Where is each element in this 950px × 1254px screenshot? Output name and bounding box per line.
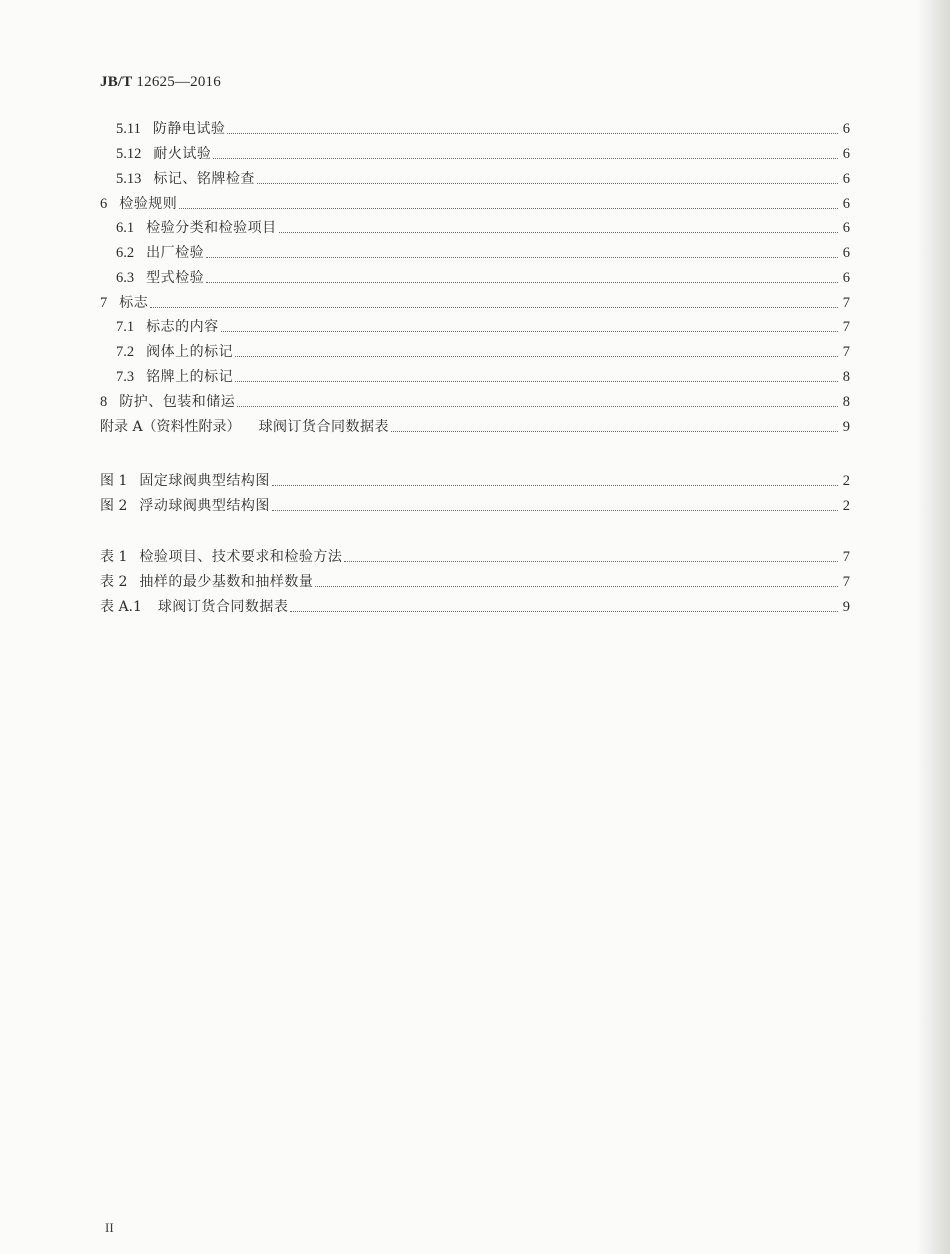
table-entry-page: 7	[842, 549, 850, 565]
toc-entry-title: 球阀订货合同数据表	[258, 419, 390, 435]
toc-dot-leader	[227, 132, 838, 134]
toc-entry-title: 检验分类和检验项目	[146, 220, 277, 236]
toc-dot-leader	[179, 207, 838, 209]
standard-code-header	[100, 74, 221, 91]
toc-entry-page: 6	[842, 220, 850, 236]
toc-entry-number: 5.12	[116, 146, 142, 162]
toc-entry-number: 附录 A（资料性附录）	[100, 419, 241, 435]
table-entry-number: 表 2	[100, 574, 128, 590]
toc-dot-leader	[237, 405, 838, 407]
toc-entry-title: 标志	[119, 295, 149, 311]
toc-entry-title: 标志的内容	[146, 319, 219, 335]
toc-entry-6-3[interactable]	[116, 263, 850, 287]
table-entry-2[interactable]	[100, 567, 850, 591]
toc-entry-title: 铭牌上的标记	[146, 369, 234, 385]
table-entry-number: 表 A.1	[100, 599, 142, 615]
page-edge-shadow	[916, 0, 950, 1254]
toc-dot-leader	[344, 560, 838, 562]
toc-dot-leader	[272, 484, 838, 486]
toc-entry-title: 标记、铭牌检查	[153, 171, 255, 187]
standard-code-prefix: JB/T	[100, 74, 133, 90]
toc-dot-leader	[315, 585, 838, 587]
table-entry-1[interactable]	[100, 542, 850, 566]
table-entry-a1[interactable]	[100, 592, 850, 616]
table-entry-title: 球阀订货合同数据表	[157, 599, 289, 615]
toc-entry-5-11[interactable]	[116, 114, 850, 138]
table-entry-title: 检验项目、技术要求和检验方法	[139, 549, 343, 565]
toc-entry-number: 6.2	[116, 245, 135, 261]
toc-entry-page: 7	[842, 319, 850, 335]
toc-entry-page: 6	[842, 121, 850, 137]
page-number: II	[105, 1220, 114, 1235]
toc-entry-page: 9	[842, 419, 850, 435]
toc-entry-page: 8	[842, 394, 850, 410]
figure-entry-number: 图 1	[100, 473, 128, 489]
toc-entry-page: 8	[842, 369, 850, 385]
toc-entry-number: 7	[100, 295, 108, 311]
toc-entry-7[interactable]	[100, 288, 850, 312]
toc-entry-number: 6.1	[116, 220, 135, 236]
figure-entry-2[interactable]	[100, 491, 850, 515]
toc-entry-number: 6	[100, 196, 108, 212]
toc-entry-number: 7.2	[116, 344, 135, 360]
toc-entry-number: 7.1	[116, 319, 135, 335]
toc-entry-title: 检验规则	[119, 196, 178, 212]
toc-entry-title: 防护、包装和储运	[119, 394, 236, 410]
figure-entry-title: 浮动球阀典型结构图	[139, 498, 270, 514]
toc-dot-leader	[257, 182, 838, 184]
toc-entry-number: 6.3	[116, 270, 135, 286]
toc-dot-leader	[206, 256, 838, 258]
toc-dot-leader	[213, 157, 838, 159]
toc-entry-5-12[interactable]	[116, 139, 850, 163]
table-entry-title: 抽样的最少基数和抽样数量	[139, 574, 314, 590]
toc-entry-6[interactable]	[100, 189, 850, 213]
toc-entry-7-1[interactable]	[116, 312, 850, 336]
toc-dot-leader	[391, 430, 838, 432]
toc-entry-8[interactable]	[100, 387, 850, 411]
toc-entry-number: 5.11	[116, 121, 141, 137]
figure-entry-1[interactable]	[100, 466, 850, 490]
toc-dot-leader	[235, 355, 838, 357]
toc-dot-leader	[150, 306, 838, 308]
toc-entry-page: 6	[842, 196, 850, 212]
toc-entry-page: 7	[842, 344, 850, 360]
table-entry-number: 表 1	[100, 549, 128, 565]
toc-entry-number: 8	[100, 394, 108, 410]
table-entry-page: 9	[842, 599, 850, 615]
toc-entry-6-2[interactable]	[116, 238, 850, 262]
figure-entry-page: 2	[842, 473, 850, 489]
toc-entry-title: 防静电试验	[152, 121, 226, 137]
toc-entry-page: 6	[842, 171, 850, 187]
standard-code-number: 12625—2016	[132, 74, 221, 90]
toc-dot-leader	[221, 330, 838, 332]
toc-dot-leader	[235, 380, 838, 382]
toc-entry-page: 6	[842, 245, 850, 261]
toc-entry-5-13[interactable]	[116, 164, 850, 188]
toc-entry-number: 7.3	[116, 369, 135, 385]
figure-entry-number: 图 2	[100, 498, 128, 514]
toc-entry-title: 型式检验	[146, 270, 205, 286]
toc-entry-page: 6	[842, 146, 850, 162]
toc-entry-page: 7	[842, 295, 850, 311]
toc-dot-leader	[272, 509, 838, 511]
toc-dot-leader	[290, 610, 838, 612]
toc-entry-number: 5.13	[116, 171, 142, 187]
toc-entry-title: 阀体上的标记	[146, 344, 234, 360]
toc-entry-page: 6	[842, 270, 850, 286]
toc-entry-title: 耐火试验	[153, 146, 212, 162]
table-entry-page: 7	[842, 574, 850, 590]
toc-entry-title: 出厂检验	[146, 245, 205, 261]
toc-entry-6-1[interactable]	[116, 213, 850, 237]
toc-entry-appendix-a[interactable]	[100, 412, 850, 436]
figure-entry-title: 固定球阀典型结构图	[139, 473, 270, 489]
toc-dot-leader	[279, 231, 838, 233]
toc-entry-7-2[interactable]	[116, 337, 850, 361]
figure-entry-page: 2	[842, 498, 850, 514]
toc-entry-7-3[interactable]	[116, 362, 850, 386]
toc-dot-leader	[206, 281, 838, 283]
